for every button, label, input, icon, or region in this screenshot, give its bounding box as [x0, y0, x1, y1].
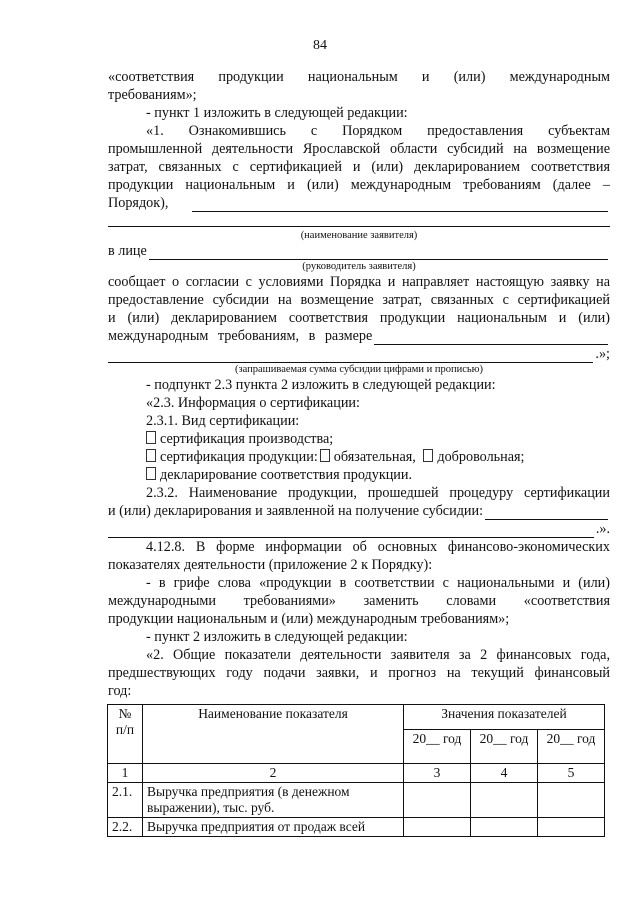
- text-line: международными требованиями» заменить словами «соответствия: [108, 593, 610, 609]
- table-cell[interactable]: [538, 783, 605, 818]
- table-cell: 2: [143, 764, 404, 783]
- table-cell: 3: [404, 764, 471, 783]
- text-line: показателях деятельности (приложение 2 к Порядку):: [108, 557, 433, 573]
- text-line: требованиям»;: [108, 87, 197, 103]
- document-body: [108, 68, 610, 700]
- text-fragment: и (или) декларирования и заявленной на получение субсидии:: [108, 503, 484, 519]
- checkbox-label: сертификация продукции:: [160, 449, 318, 465]
- table-cell: 1: [108, 764, 143, 783]
- table-cell[interactable]: [471, 818, 538, 837]
- applicant-name-field[interactable]: [192, 198, 608, 212]
- text-fragment: Порядок),: [108, 195, 169, 211]
- product-field-continued[interactable]: [108, 524, 594, 538]
- checkbox-label: сертификация производства;: [160, 431, 334, 447]
- text-line: предоставление субсидии на возмещение затрат, связанных с сертификацией: [108, 292, 610, 308]
- text-line: и (или) декларированием соответствия продукции национальным и (или): [108, 310, 610, 326]
- product-row-continued: [108, 520, 610, 538]
- text-fragment: в лице: [108, 243, 147, 259]
- header-cell: Наименование показателя: [143, 705, 404, 764]
- applicant-name-field-continued[interactable]: [108, 212, 610, 227]
- table-row: [108, 818, 605, 837]
- checkbox-icon[interactable]: [423, 449, 433, 462]
- table-cell: 5: [538, 764, 605, 783]
- header-cell: Значения показателей: [404, 705, 605, 730]
- table-cell[interactable]: [404, 818, 471, 837]
- text-line: «1. Ознакомившись с Порядком предоставления субъектам: [146, 123, 610, 139]
- text-line: 4.12.8. В форме информации об основных финансово-экономических: [146, 539, 610, 555]
- representative-row: [108, 242, 610, 260]
- text-line: промышленной деятельности Ярославской области субсидий на возмещение: [108, 141, 610, 157]
- table-cell[interactable]: [538, 818, 605, 837]
- text-line: «2. Общие показатели деятельности заявителя за 2 финансовых года,: [146, 647, 610, 663]
- caption: (руководитель заявителя): [302, 261, 416, 272]
- text-line: 2.3.1. Вид сертификации:: [146, 413, 300, 429]
- header-cell: № п/п: [108, 705, 143, 764]
- checkbox-label: декларирование соответствия продукции.: [160, 467, 413, 483]
- table-cell: 2.2.: [108, 818, 143, 837]
- checkbox-line: [108, 448, 610, 466]
- table-header-row: [108, 705, 605, 730]
- page-number: 84: [313, 38, 327, 53]
- text-line: - пункт 1 изложить в следующей редакции:: [146, 105, 408, 121]
- applicant-name-row: [108, 194, 610, 212]
- header-cell: 20__ год: [538, 730, 605, 764]
- checkbox-label: добровольная;: [437, 449, 525, 465]
- checkbox-label: обязательная,: [333, 449, 416, 465]
- text-line: «соответствия продукции национальным и (или) международным: [108, 69, 610, 85]
- text-line: 2.3.2. Наименование продукции, прошедшей процедуру сертификации: [146, 485, 610, 501]
- text-fragment: .»;: [595, 346, 610, 362]
- caption: (наименование заявителя): [300, 230, 418, 241]
- checkbox-icon[interactable]: [320, 449, 330, 462]
- table-row: [108, 764, 605, 783]
- table-cell: Выручка предприятия от продаж всей: [143, 818, 404, 837]
- checkbox-icon[interactable]: [146, 449, 156, 462]
- text-line: затрат, связанных с сертификацией и (или) декларированием соответствия: [108, 159, 610, 175]
- text-line: - в грифе слова «продукции в соответствии с национальными и (или): [146, 575, 610, 591]
- table-cell: 4: [471, 764, 538, 783]
- indicators-table: [107, 704, 605, 837]
- text-line: - пункт 2 изложить в следующей редакции:: [146, 629, 408, 645]
- table-cell[interactable]: [404, 783, 471, 818]
- table-cell[interactable]: [471, 783, 538, 818]
- checkbox-icon[interactable]: [146, 467, 156, 480]
- checkbox-line: [108, 430, 610, 448]
- text-line: сообщает о согласии с условиями Порядка и направляет настоящую заявку на: [108, 274, 610, 290]
- amount-field-continued[interactable]: [108, 349, 593, 363]
- table-row: [108, 783, 605, 818]
- header-cell: 20__ год: [471, 730, 538, 764]
- checkbox-icon[interactable]: [146, 431, 156, 444]
- table-cell: 2.1.: [108, 783, 143, 818]
- text-fragment: международным требованиям, в размере: [108, 328, 373, 344]
- amount-row: [108, 327, 610, 345]
- table-cell: Выручка предприятия (в денежном выражении), тыс. руб.: [143, 783, 404, 818]
- amount-row-continued: [108, 345, 610, 363]
- text-line: предшествующих году подачи заявки, и прогноз на текущий финансовый: [108, 665, 610, 681]
- amount-field[interactable]: [374, 331, 608, 345]
- header-cell: 20__ год: [404, 730, 471, 764]
- text-line: продукции национальным и (или) международным требованиям»;: [108, 611, 510, 627]
- representative-field[interactable]: [149, 246, 608, 260]
- product-row: [108, 502, 610, 520]
- caption: (запрашиваемая сумма субсидии цифрами и прописью): [234, 364, 484, 375]
- text-line: «2.3. Информация о сертификации:: [146, 395, 360, 411]
- text-fragment: .».: [595, 521, 610, 537]
- text-line: год:: [108, 683, 132, 699]
- text-line: - подпункт 2.3 пункта 2 изложить в следующей редакции:: [146, 377, 496, 393]
- product-field[interactable]: [485, 506, 608, 520]
- checkbox-line: [108, 466, 610, 484]
- text-line: продукции национальным и (или) международным требованиям (далее –: [108, 177, 610, 193]
